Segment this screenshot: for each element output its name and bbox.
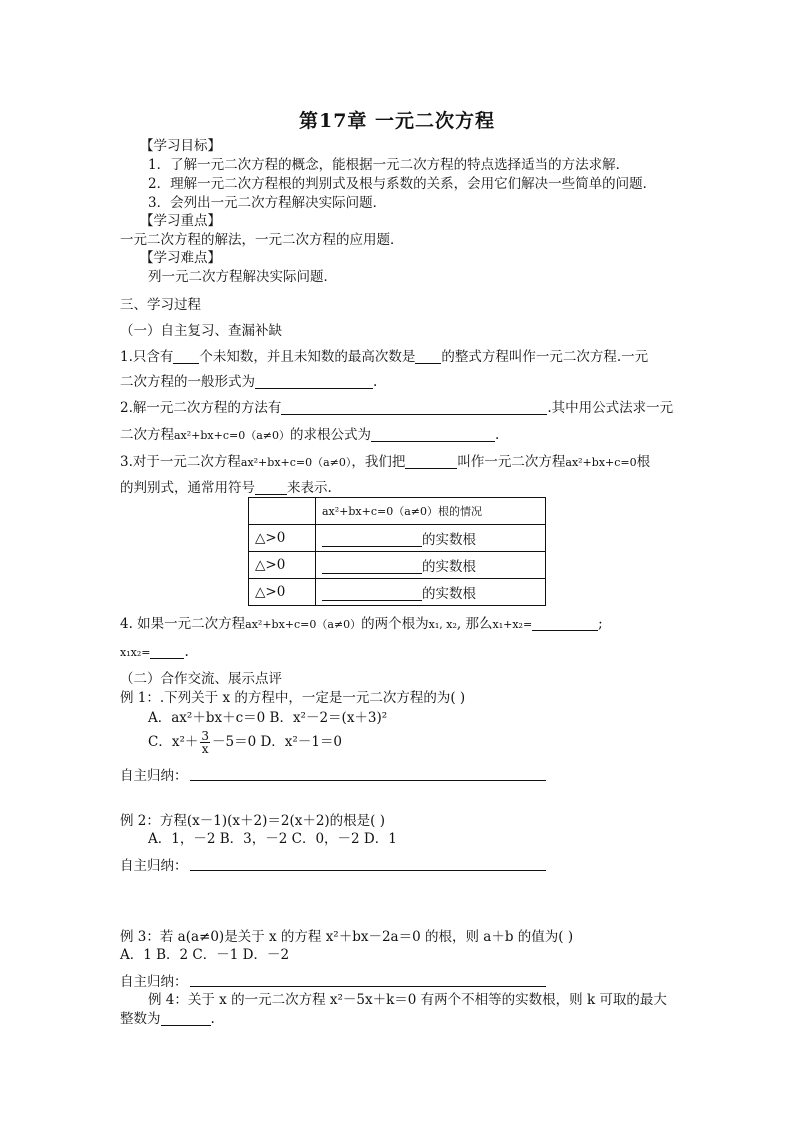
question-4-line-2: x₁x₂= . — [120, 644, 189, 660]
question-1-line-1: 1.只含有 个未知数，并且未知数的最高次数是 的整式方程叫作一元二次方程.一元 — [120, 349, 649, 365]
fill-blank[interactable] — [532, 615, 598, 631]
question-3-line-2: 的判别式，通常用符号 来表示. — [120, 480, 332, 496]
part2-heading: （二）合作交流、展示点评 — [120, 671, 282, 687]
example-4-line-1: 例 4：关于 x 的一元二次方程 x²－5x＋k＝0 有两个不相等的实数根，则 k 可取的最大 — [148, 992, 667, 1008]
table-row — [249, 498, 546, 525]
fill-blank[interactable] — [255, 373, 373, 389]
table-cell-answer: 的实数根 — [316, 525, 546, 552]
example-1-question: 例 1：.下列关于 x 的方程中，一定是一元二次方程的为( ) — [120, 690, 466, 706]
fill-blank[interactable] — [322, 531, 422, 547]
table-cell-answer: 的实数根 — [316, 579, 546, 606]
table-row — [249, 552, 546, 579]
fraction: $\frac{3}{x}$ — [201, 729, 209, 756]
fill-blank[interactable] — [405, 453, 457, 469]
process-heading: 三、学习过程 — [120, 297, 201, 313]
summary-label: 自主归纳： — [120, 768, 188, 784]
example-2-options: A．1，－2 B．3，－2 C．0，－2 D．1 — [148, 831, 397, 847]
table-cell-condition: △>0 — [249, 552, 316, 579]
part1-heading: （一）自主复习、查漏补缺 — [120, 323, 282, 339]
goal-item: 3．会列出一元二次方程解决实际问题． — [148, 195, 387, 211]
goal-item: 1．了解一元二次方程的概念，能根据一元二次方程的特点选择适当的方法求解． — [148, 157, 630, 173]
key-points-heading: 【学习重点】 — [140, 213, 221, 229]
goal-item: 2．理解一元二次方程根的判别式及根与系数的关系，会用它们解决一些简单的问题． — [148, 176, 657, 192]
example-1-options-cd: C．x²＋ $\frac{3}{x}$ －5＝0 D．x²－1＝0 — [148, 729, 342, 756]
table-row — [249, 525, 546, 552]
difficult-heading: 【学习难点】 — [140, 250, 221, 266]
table-cell-answer: 的实数根 — [316, 552, 546, 579]
fill-blank[interactable] — [415, 348, 441, 364]
example-1-options-ab: A．ax²＋bx＋c＝0 B．x²－2＝(x＋3)² — [148, 710, 388, 726]
fill-blank[interactable] — [150, 643, 184, 659]
page-title: 第17章 一元二次方程 — [298, 110, 496, 132]
fill-blank[interactable] — [281, 399, 547, 415]
summary-answer-line[interactable] — [190, 870, 546, 871]
question-4-line-1: 4. 如果一元二次方程ax²+bx+c=0（a≠0）的两个根为x₁, x₂, 那么x₁+x₂= ; — [120, 616, 603, 632]
table-row — [249, 579, 546, 606]
goals-heading: 【学习目标】 — [140, 138, 221, 154]
example-2-question: 例 2：方程(x－1)(x＋2)＝2(x＋2)的根是( ) — [120, 813, 386, 829]
example-3-options: A．1 B．2 C．－1 D．－2 — [120, 947, 290, 963]
question-2-line-2: 二次方程ax²+bx+c=0（a≠0）的求根公式为 . — [120, 427, 500, 443]
fill-blank[interactable] — [161, 1010, 211, 1026]
question-1-line-2: 二次方程的一般形式为 . — [120, 374, 378, 390]
fill-blank[interactable] — [322, 585, 422, 601]
fill-blank[interactable] — [322, 558, 422, 574]
summary-label: 自主归纳： — [120, 858, 188, 874]
table-header: ax²+bx+c=0（a≠0）根的情况 — [316, 498, 546, 525]
difficult-text: 列一元二次方程解决实际问题． — [148, 269, 337, 285]
table-cell-condition: △>0 — [249, 525, 316, 552]
key-points-text: 一元二次方程的解法，一元二次方程的应用题． — [120, 232, 404, 248]
summary-label: 自主归纳： — [120, 974, 188, 990]
table-cell-condition: △>0 — [249, 579, 316, 606]
example-4-line-2: 整数为 . — [120, 1011, 215, 1027]
summary-answer-line[interactable] — [190, 780, 546, 781]
example-3-question: 例 3：若 a(a≠0)是关于 x 的方程 x²＋bx－2a＝0 的根，则 a＋b 的值为( ) — [120, 929, 574, 945]
fill-blank[interactable] — [371, 426, 495, 442]
summary-answer-line[interactable] — [190, 986, 546, 987]
discriminant-table — [248, 497, 546, 606]
fill-blank[interactable] — [255, 479, 287, 495]
question-2-line-1: 2.解一元二次方程的方法有 .其中用公式法求一元 — [120, 400, 674, 416]
fill-blank[interactable] — [173, 348, 199, 364]
question-3-line-1: 3.对于一元二次方程ax²+bx+c=0（a≠0），我们把 叫作一元二次方程ax²+bx+c=0根 — [120, 454, 651, 470]
